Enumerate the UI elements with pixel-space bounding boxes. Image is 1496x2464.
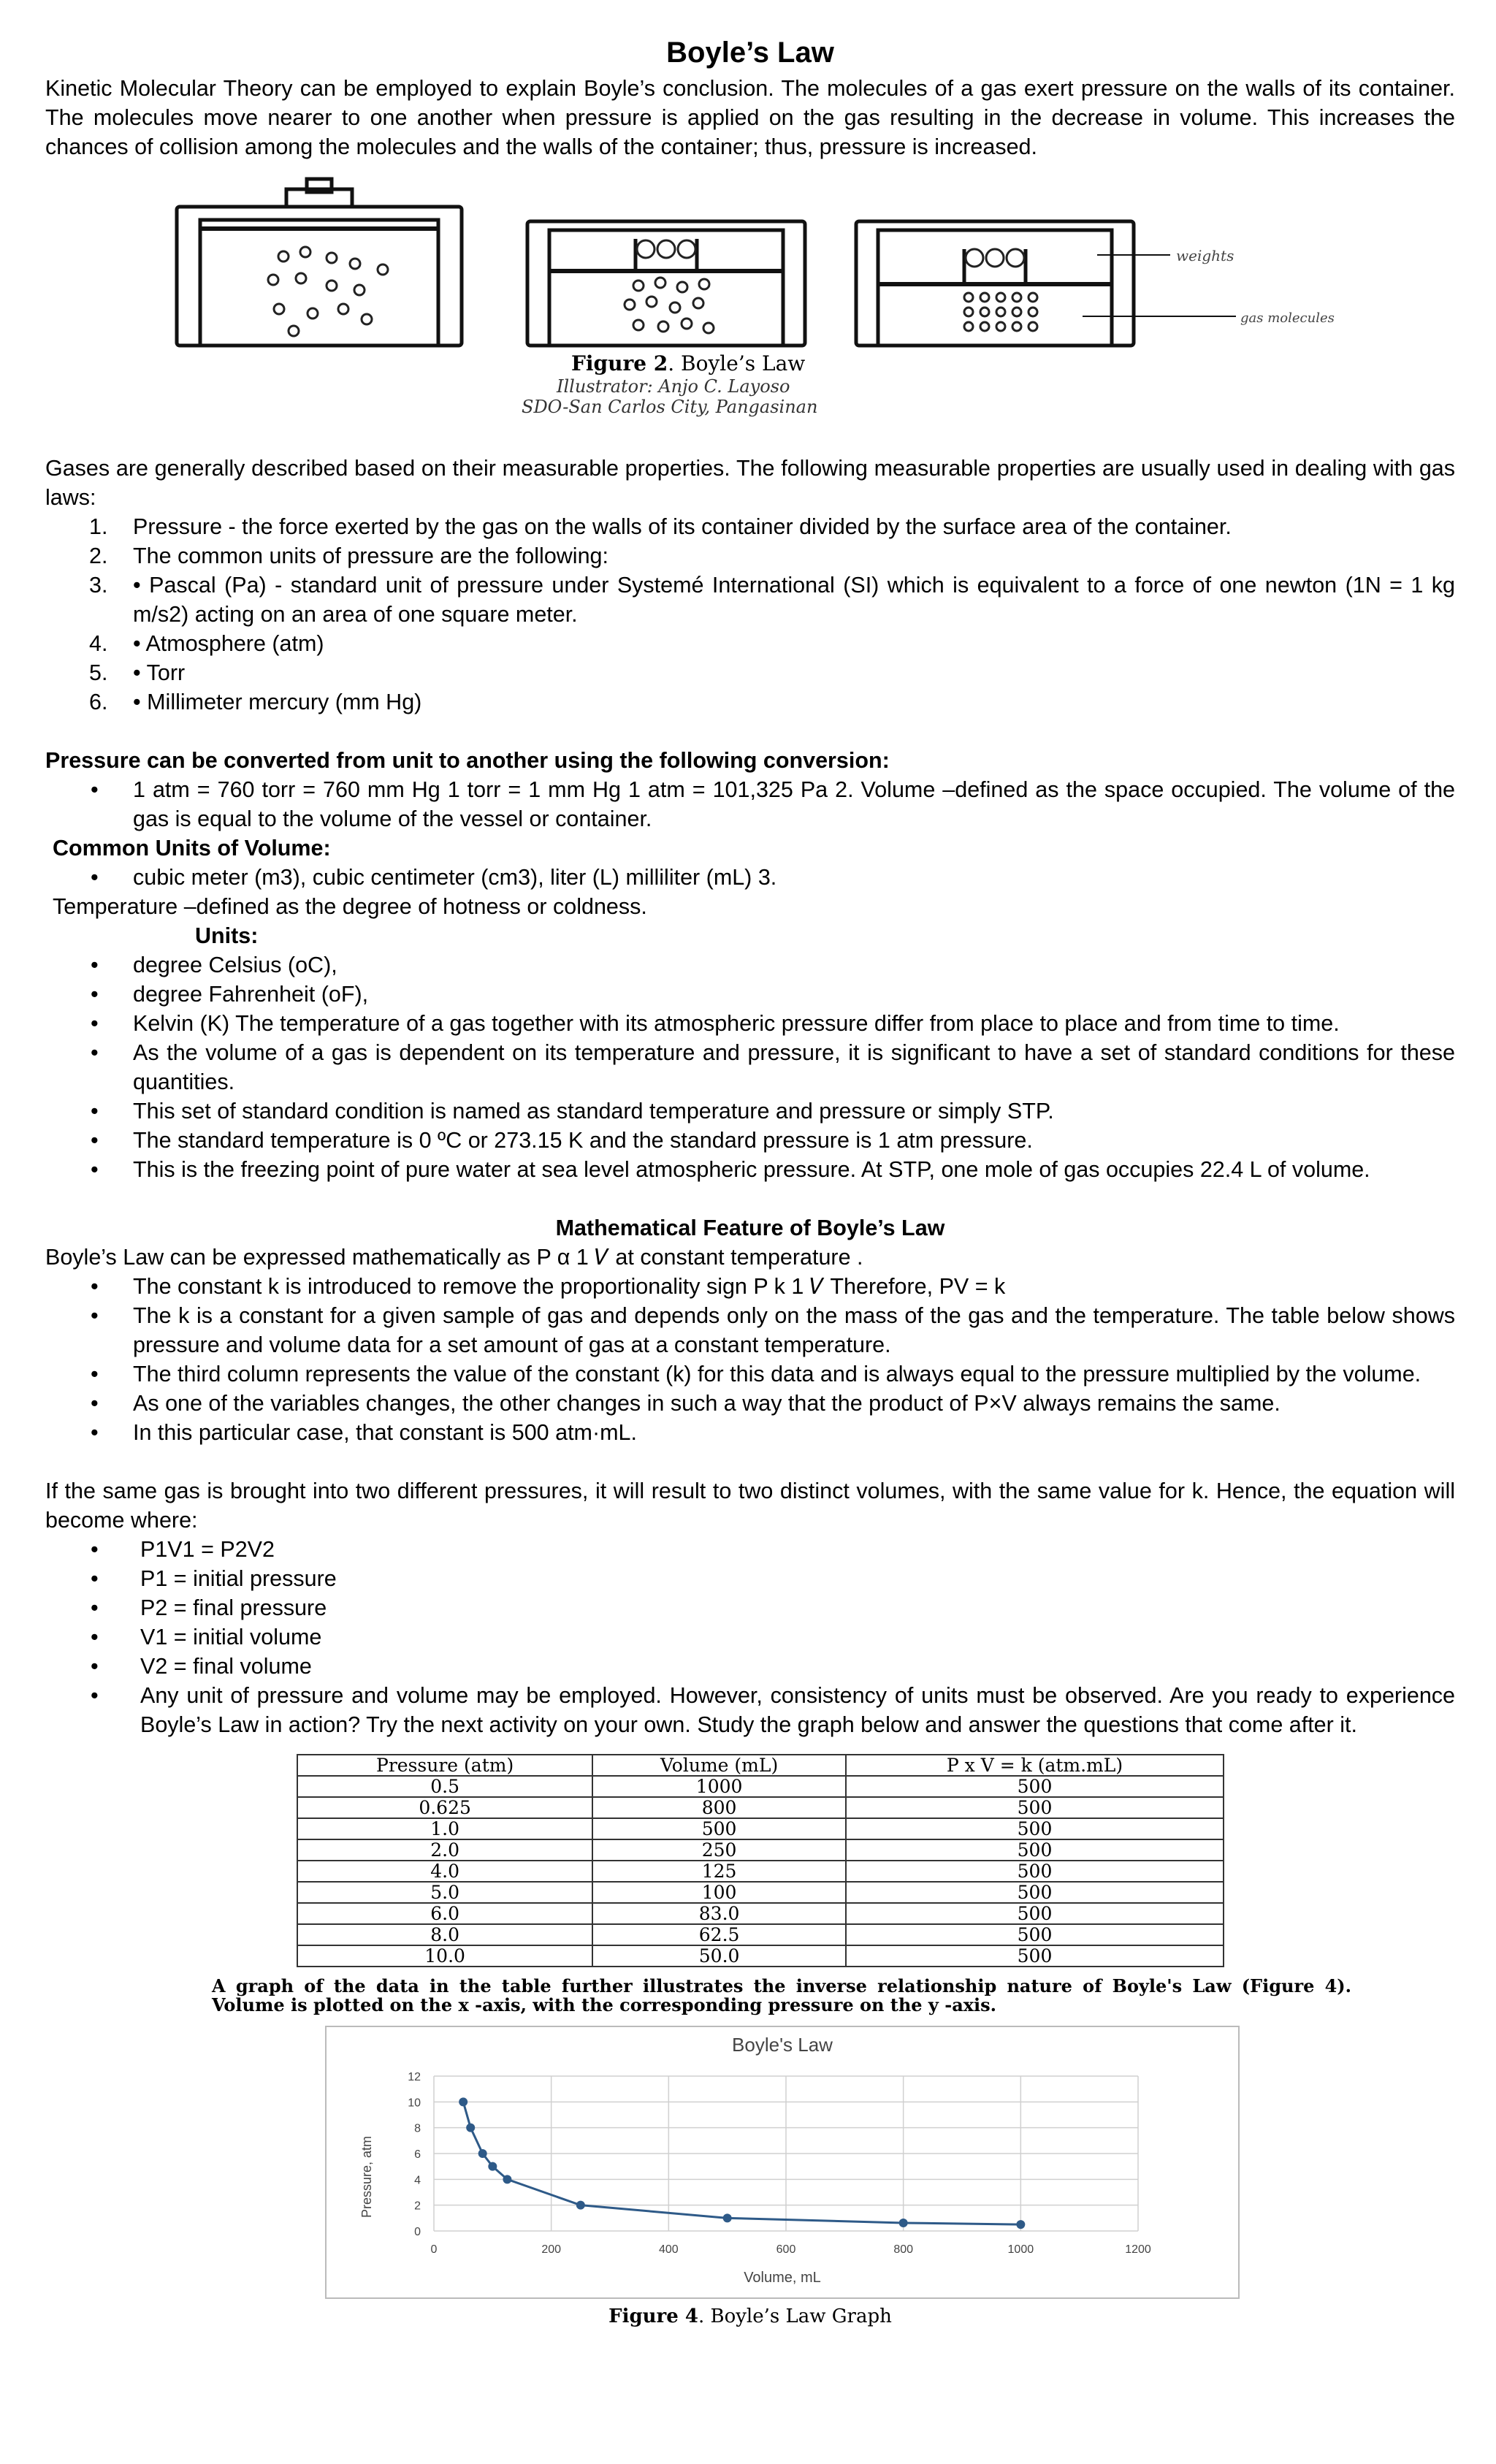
intro-paragraph: Kinetic Molecular Theory can be employed to explain Boyle’s conclusion. The molecules of a gas exert pressure on the walls of its container. The molecules move nearer to one another when pressure is applied on the gas resulting in the decrease in volume. This increases the chances of collision among the molecules and the walls of the container; thus, pressure is increased. [45,76,1455,159]
figure-2-illustrator: Illustrator: Anjo C. Layoso [557,376,790,397]
list-item: • P1V1 = P2V2 [45,1535,1455,1564]
header-pv: P x V = k (atm.mL) [846,1755,1224,1776]
two-pressures-paragraph: If the same gas is brought into two different pressures, it will result to two distinct volumes, with the same value for k. Hence, the equation will become where: [45,1479,1455,1533]
table-cell: 100 [592,1882,846,1903]
table-cell: 5.0 [297,1882,592,1903]
y-tick-label: 12 [408,2071,421,2083]
page-title: Boyle’s Law [666,37,834,69]
weights-label: weights [1176,247,1234,264]
table-cell: 83.0 [592,1903,846,1924]
measurable-properties-list [45,512,1455,717]
data-point [899,2219,908,2227]
figure-2-sdo: SDO-San Carlos City, Pangasinan [522,397,818,417]
data-point [1016,2220,1025,2229]
list-item: • As one of the variables changes, the other changes in such a way that the product of P×V always remains the same. [45,1389,1455,1418]
equation-list [45,1535,1455,1739]
y-tick-label: 10 [408,2097,421,2110]
boyles-law-containers-illustration [45,176,1455,439]
volume-units-list [45,863,1455,892]
units-heading: Units: [195,923,259,948]
list-item: • Any unit of pressure and volume may be employed. However, consistency of units must be observed. Are you ready to experience Boyle’s Law in action? Try the next activity on your own. Study the graph below and answer the questions that come after it. [45,1681,1455,1739]
data-point [576,2201,585,2210]
table-cell: 500 [846,1818,1224,1839]
data-point [466,2124,475,2132]
table-cell: 0.625 [297,1797,592,1818]
figure-2-illustration [45,176,1455,439]
table-cell: 1.0 [297,1818,592,1839]
x-tick-label: 1200 [1125,2243,1151,2256]
x-tick-label: 0 [430,2243,438,2256]
x-tick-label: 600 [776,2243,796,2256]
table-cell: 250 [592,1839,846,1861]
table-cell: 500 [846,1861,1224,1882]
list-item: 5. • Torr [89,660,186,685]
graph-note: A graph of the data in the table further illustrates the inverse relationship nature of Boyle's Law (Figure 4). Volume is plotted on the x -axis, with the corresponding pressure on the y -axis. [212,1975,1351,2015]
header-pressure: Pressure (atm) [297,1755,592,1776]
chart-frame [326,2026,1239,2298]
list-item: • The k is a constant for a given sample of gas and depends only on the mass of the gas and the temperature. The table below shows pressure and volume data for a set amount of gas at a constant temperature. [45,1301,1455,1359]
temperature-line: Temperature –defined as the degree of hotness or coldness. [53,894,647,919]
list-item: • The constant k is introduced to remove the proportionality sign P k 1 𝑉 Therefore, PV = k [45,1272,1455,1301]
list-item: • This is the freezing point of pure water at sea level atmospheric pressure. At STP, one mole of gas occupies 22.4 L of volume. [45,1155,1455,1184]
table-cell: 0.5 [297,1776,592,1797]
x-tick-label: 400 [658,2243,679,2256]
volume-units-heading: Common Units of Volume: [53,836,331,861]
table-cell: 500 [846,1903,1224,1924]
table-cell: 62.5 [592,1924,846,1945]
table-cell: 6.0 [297,1903,592,1924]
pressure-volume-table-wrap [45,1754,1455,1977]
gases-paragraph: Gases are generally described based on their measurable properties. The following measurable properties are usually used in dealing with gas laws: [45,456,1455,510]
list-item: 2. The common units of pressure are the following: [89,543,608,568]
figure-4-caption: Figure 4. Boyle’s Law Graph [608,2305,892,2327]
list-item: • degree Fahrenheit (oF), [45,980,1455,1009]
x-tick-label: 200 [541,2243,562,2256]
table-cell: 50.0 [592,1945,846,1967]
data-point [503,2175,511,2183]
table-cell: 500 [846,1776,1224,1797]
y-tick-label: 8 [414,2122,421,2135]
y-tick-label: 0 [414,2226,421,2238]
data-point [459,2097,468,2106]
figure-2-caption: Figure 2. Boyle’s Law [571,351,806,375]
table-cell: 500 [846,1945,1224,1967]
list-item: • Kelvin (K) The temperature of a gas together with its atmospheric pressure differ from place to place and from time to time. [45,1009,1455,1038]
list-item: • The third column represents the value of the constant (k) for this data and is always equal to the pressure multiplied by the volume. [45,1359,1455,1389]
math-expression-line: Boyle’s Law can be expressed mathematically as P α 1 𝑉 at constant temperature . [45,1245,863,1270]
boyles-law-chart [45,2025,1455,2303]
list-item: • P2 = final pressure [45,1593,1455,1622]
chart-x-label: Volume, mL [744,2270,821,2286]
data-point [478,2149,487,2158]
chart-y-label: Pressure, atm [359,2135,374,2219]
list-item: 6. • Millimeter mercury (mm Hg) [89,690,422,714]
list-item: 1. Pressure - the force exerted by the gas on the walls of its container divided by the surface area of the container. [89,514,1232,539]
y-tick-label: 6 [414,2148,421,2161]
temperature-units-list [45,950,1455,1184]
math-feature-list [45,1272,1455,1447]
table-cell: 10.0 [297,1945,592,1967]
list-item: • degree Celsius (oC), [45,950,1455,980]
conversion-list [45,775,1455,834]
list-item: • 1 atm = 760 torr = 760 mm Hg 1 torr = 1 mm Hg 1 atm = 101,325 Pa 2. Volume –defined as the space occupied. The volume of the gas is equal to the volume of the vessel or container. [45,775,1455,834]
list-item: 3. • Pascal (Pa) - standard unit of pressure under Systemé International (SI) which is equivalent to a force of one newton (1N = 1 kg m/s2) acting on an area of one square meter. [89,573,1455,627]
table-row [297,1776,1224,1797]
data-point [723,2213,732,2222]
table-cell: 1000 [592,1776,846,1797]
list-item: • V1 = initial volume [45,1622,1455,1652]
table-row [297,1882,1224,1903]
table-cell: 800 [592,1797,846,1818]
table-cell: 8.0 [297,1924,592,1945]
data-point [488,2162,497,2171]
table-row [297,1818,1224,1839]
list-item: • As the volume of a gas is dependent on its temperature and pressure, it is significant to have a set of standard conditions for these quantities. [45,1038,1455,1096]
list-item: • cubic meter (m3), cubic centimeter (cm3), liter (L) milliliter (mL) 3. [45,863,1455,892]
table-header-row [297,1755,1224,1776]
table-cell: 500 [846,1797,1224,1818]
math-feature-heading: Mathematical Feature of Boyle’s Law [555,1216,945,1240]
x-tick-label: 800 [893,2243,914,2256]
boyles-law-chart-svg [45,2025,1455,2303]
y-tick-label: 2 [414,2200,421,2213]
table-cell: 125 [592,1861,846,1882]
pressure-volume-table [297,1754,1224,1967]
table-row [297,1903,1224,1924]
list-item: • In this particular case, that constant is 500 atm·mL. [45,1418,1455,1447]
list-item: • The standard temperature is 0 ºC or 273.15 K and the standard pressure is 1 atm pressure. [45,1126,1455,1155]
table-row [297,1797,1224,1818]
table-cell: 4.0 [297,1861,592,1882]
table-cell: 2.0 [297,1839,592,1861]
table-cell: 500 [846,1882,1224,1903]
table-row [297,1839,1224,1861]
list-item: • P1 = initial pressure [45,1564,1455,1593]
table-row [297,1924,1224,1945]
chart-title: Boyle's Law [732,2034,833,2056]
table-cell: 500 [846,1924,1224,1945]
conversion-heading: Pressure can be converted from unit to another using the following conversion: [45,748,890,773]
x-tick-label: 1000 [1007,2243,1034,2256]
table-row [297,1945,1224,1967]
list-item: • V2 = final volume [45,1652,1455,1681]
header-volume: Volume (mL) [592,1755,846,1776]
table-cell: 500 [592,1818,846,1839]
table-cell: 500 [846,1839,1224,1861]
gas-molecules-label: gas molecules [1240,310,1335,326]
list-item: 4. • Atmosphere (atm) [89,631,324,656]
list-item: • This set of standard condition is named as standard temperature and pressure or simply STP. [45,1096,1455,1126]
y-tick-label: 4 [414,2174,421,2187]
table-row [297,1861,1224,1882]
